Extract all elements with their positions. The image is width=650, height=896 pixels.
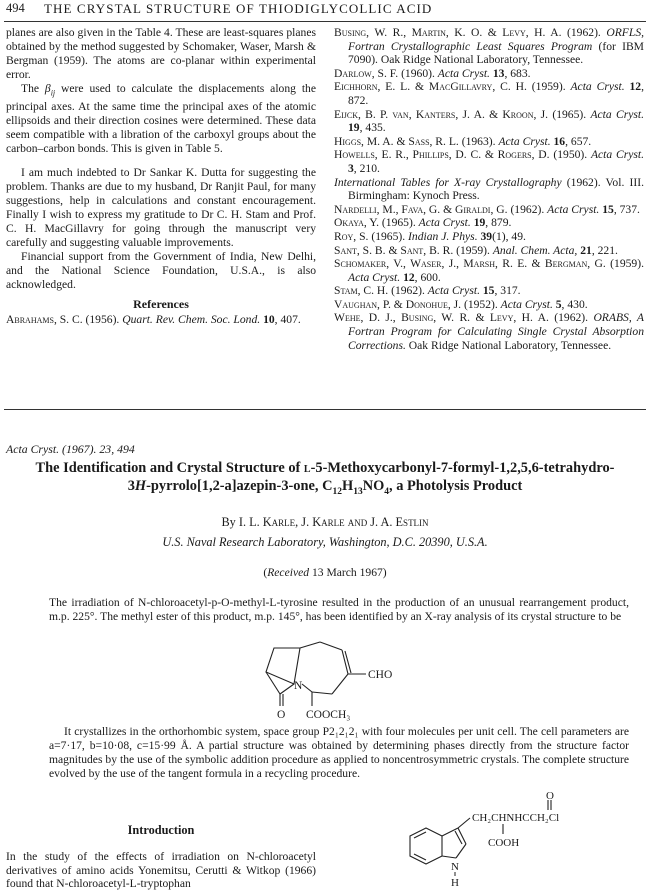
- ref-volume: 15: [599, 202, 614, 216]
- paragraph-financial-support: Financial support from the Government of India, New Delhi, and the National Science Foundation, U.S.A., is also acknowledged.: [6, 249, 316, 291]
- label-cooh: COOH: [488, 837, 520, 849]
- beta-symbol: β: [44, 81, 51, 95]
- title-text: NO: [362, 478, 385, 494]
- article-separator-rule: [4, 409, 646, 410]
- structure-diagram-indole: [390, 788, 630, 896]
- ref-year: (1965).: [368, 229, 409, 243]
- abstract-paragraph-2: [49, 725, 629, 781]
- ref-rest: (1), 49.: [492, 229, 526, 243]
- article-citation: [6, 442, 135, 457]
- ref-year: (1965).: [548, 107, 591, 121]
- right-column-references: [334, 26, 644, 352]
- ref-year: (1959).: [605, 257, 644, 271]
- ref-author: Roy, S.: [334, 229, 369, 243]
- ref-author: Okaya, Y.: [334, 216, 380, 230]
- ref-rest: , 317.: [494, 284, 521, 298]
- label-cooch3: COOCH₃: [306, 709, 351, 721]
- ref-year: (1962).: [388, 284, 428, 298]
- ref-volume: 3: [348, 161, 354, 175]
- ref-journal: Quart. Rev. Chem. Soc. Lond.: [122, 312, 261, 326]
- ref-author: Schomaker, V., Waser, J., Marsh, R. E. & Bergman, G.: [334, 257, 606, 271]
- ref-rest: , 600.: [414, 270, 441, 284]
- introduction-text: In the study of the effects of irradiation on N-chloroacetyl derivatives of amino acids Yonemitsu, Cerutti & Witkop (1966) found that N-chloroacetyl-L-tryptophan: [6, 850, 316, 891]
- title-text: H: [134, 478, 147, 494]
- introduction-heading: Introduction: [127, 823, 195, 837]
- ref-volume: 13: [489, 66, 505, 80]
- left-column: [6, 26, 316, 326]
- ref-journal: Indian J. Phys.: [408, 229, 478, 243]
- ref-journal: Acta Cryst.: [437, 66, 490, 80]
- ref-volume: 19: [348, 121, 360, 135]
- ref-journal: International Tables for X-ray Crystallography: [334, 175, 562, 189]
- header-rule: [4, 21, 646, 22]
- title-text: , a Photolysis Product: [389, 478, 523, 494]
- label-side-chain: CH₂CHNHCCH₂Cl: [472, 812, 560, 824]
- ref-author: Eijck, B. P. van, Kanters, J. A. & Kroon, J.: [334, 107, 549, 121]
- ref-journal: Acta Cryst.: [590, 148, 644, 162]
- label-n: N: [451, 861, 459, 873]
- ref-journal: Acta Cryst.: [590, 107, 644, 121]
- label-o: O: [277, 709, 286, 721]
- formula-subscript: 12: [332, 486, 342, 497]
- title-text: -5-Methoxycarbonyl-7-formyl-1,2,5,6-tetrahydro-: [310, 460, 615, 476]
- references-heading: References: [133, 296, 189, 311]
- reference-item: [334, 230, 644, 244]
- ref-author: Busing, W. R., Martin, K. O. & Levy, H. A.: [334, 26, 562, 39]
- ref-year: (1962).: [507, 202, 548, 216]
- title-text: -pyrrolo[1,2-a]azepin-3-one, C: [146, 478, 333, 494]
- label-cho: CHO: [368, 669, 393, 681]
- ref-rest: Oak Ridge National Laboratory, Tennessee.: [405, 338, 612, 352]
- paragraph-planes: planes are also given in the Table 4. These are least-squares planes obtained by the method suggested by Schomaker, Waser, Marsh & Bergman (1959). The atoms are co-planar within experimental error.: [6, 26, 316, 81]
- paragraph-acknowledgement: I am much indebted to Dr Sankar K. Dutta for suggesting the problem. Thanks are due to my husband, Dr Ranjit Paul, for many suggestions, help in calculations and constant encouragement. Finally I wish to express my gratitude to Dr C. H. Stam and Prof. C. H. MacGillavry for going through the manuscript very carefully and suggesting valuable improvements.: [6, 166, 316, 249]
- ref-author: Abrahams, S. C.: [6, 312, 83, 326]
- ref-year: (1959).: [526, 80, 571, 94]
- ref-year: (1959).: [453, 243, 493, 257]
- ref-journal: Acta Cryst.: [418, 216, 471, 230]
- formula-subscript: 13: [353, 486, 363, 497]
- reference-item: [334, 257, 644, 284]
- authors-line: [0, 515, 650, 530]
- reference-item: [334, 311, 644, 352]
- citation-journal: Acta Cryst.: [6, 442, 60, 456]
- ref-pages: , 407.: [274, 312, 301, 326]
- abstract-text: The irradiation of N-chloroacetyl-p-O-methyl-L-tyrosine resulted in the production of an unusual rearrangement product, m.p. 225°. The methyl ester of this product, m.p. 145°, has been identified by an X-ray analysis of its crystal structure to be: [49, 596, 629, 623]
- reference-item: [334, 80, 644, 107]
- ref-author: Howells, E. R., Phillips, D. C. & Rogers, D.: [334, 148, 550, 162]
- article-title: [6, 459, 644, 501]
- ref-volume: 12: [624, 80, 642, 94]
- received-word: Received: [267, 566, 310, 579]
- ref-year: (1963).: [458, 134, 499, 148]
- title-text: The Identification and Crystal Structure of: [35, 460, 304, 476]
- paren: (: [263, 566, 268, 579]
- ref-journal: ORFLS, Fortran Crystallographic Least Squares Program: [348, 26, 645, 53]
- ref-volume: 16: [550, 134, 566, 148]
- ref-author: Stam, C. H.: [334, 284, 389, 298]
- ref-author: Higgs, M. A. & Sass, R. L.: [334, 134, 459, 148]
- ref-volume: 19: [470, 216, 486, 230]
- ref-journal: Acta Cryst.: [570, 80, 625, 94]
- label-h: H: [451, 877, 459, 889]
- ref-author: Vaughan, P. & Donohue, J.: [334, 297, 462, 311]
- ref-rest: , 879.: [485, 216, 512, 230]
- ref-year: (1960).: [398, 66, 438, 80]
- received-date-value: 13 March 1967): [309, 566, 387, 579]
- reference-item: [334, 67, 644, 81]
- label-o: O: [546, 790, 554, 802]
- reference-item: [334, 244, 644, 258]
- running-header: [6, 0, 642, 20]
- ref-year: (1952).: [461, 297, 501, 311]
- title-text: l: [303, 460, 311, 476]
- abstract-text: It crystallizes in the orthorhombic system, space group P2₁2₁2₁ with four molecules per unit cell. The cell parameters are a=7·17, b=10·08, c=15·99 Å. A partial structure was obtained by determining phases directly from the structure factor magnitudes by the use of the symbolic addition procedure as applied to noncentrosymmetric crystals. The complete structure evolved by the use of the tangent formula in a recycling procedure.: [49, 725, 629, 780]
- ref-rest: (for IBM 7090). Oak Ridge National Laboratory, Tennessee.: [348, 39, 644, 67]
- structure-bonds: [410, 800, 551, 864]
- spacer: [6, 155, 316, 166]
- ref-year: (1962).: [561, 26, 607, 39]
- ref-rest: , 683.: [504, 66, 531, 80]
- reference-item: [334, 108, 644, 135]
- reference-item: [334, 135, 644, 149]
- ref-rest: (1962). Vol. III. Birmingham: Kynoch Press.: [348, 175, 644, 203]
- ref-rest: , 657.: [565, 134, 592, 148]
- page-number: 494: [6, 1, 25, 15]
- authors: I. L. Karle, J. Karle and J. A. Estlin: [238, 515, 429, 529]
- ref-journal: Acta Cryst.: [498, 134, 551, 148]
- title-line-2: [6, 477, 644, 501]
- ref-journal: Acta Cryst.: [348, 270, 401, 284]
- formula-subscript: 4: [384, 486, 390, 497]
- ref-author: Darlow, S. F.: [334, 66, 399, 80]
- paragraph-displacements: [6, 82, 316, 156]
- ref-rest: , 872.: [348, 80, 645, 107]
- ref-journal: Acta Cryst.: [547, 202, 600, 216]
- ref-rest: , 210.: [353, 161, 380, 175]
- ref-rest: , 221.: [591, 243, 618, 257]
- citation-details: (1967). 23, 494: [59, 442, 135, 456]
- ref-journal: Anal. Chem. Acta,: [492, 243, 578, 257]
- reference-item: [334, 148, 644, 175]
- ref-volume: 39: [477, 229, 493, 243]
- authors-by: By: [221, 515, 239, 529]
- ref-year: (1965).: [379, 216, 419, 230]
- text-run: were used to calculate the displacements along the principal axes. At the same time the principal axes of the atomic ellipsoids and their direction cosines were determined. These data seem compatible with a libration of the carboxyl groups about the carbon–carbon bonds. This is given in Table 5.: [6, 81, 316, 155]
- ref-year: (1962).: [548, 311, 594, 325]
- ref-journal: ORABS, A Fortran Program for Calculating Single Crystal Absorption Corrections.: [348, 311, 644, 352]
- affiliation: U.S. Naval Research Laboratory, Washington, D.C. 20390, U.S.A.: [162, 535, 488, 549]
- reference-item: [334, 203, 644, 217]
- reference-item: [334, 298, 644, 312]
- ref-author: Wehe, D. J., Busing, W. R. & Levy, H. A.: [334, 311, 549, 325]
- received-date: [0, 566, 650, 579]
- ref-author: Sant, S. B. & Sant, B. R.: [334, 243, 454, 257]
- reference-item: [334, 216, 644, 230]
- ref-rest: , 430.: [561, 297, 588, 311]
- ref-journal: Acta Cryst.: [500, 297, 553, 311]
- ref-journal: Acta Cryst.: [427, 284, 480, 298]
- ref-volume: 21: [577, 243, 592, 257]
- ref-volume: 10: [260, 312, 275, 326]
- reference-item: [334, 176, 644, 203]
- title-text: 3: [127, 478, 135, 494]
- structure-diagram-azepinone: [250, 640, 420, 726]
- reference-item: [334, 26, 644, 67]
- abstract-paragraph-1: [49, 596, 629, 624]
- beta-subscript: ij: [50, 87, 56, 97]
- ref-rest: , 435.: [359, 121, 386, 135]
- reference-abrahams: [6, 313, 316, 327]
- ref-year: (1956).: [82, 312, 123, 326]
- ref-author: Eichhorn, E. L. & MacGillavry, C. H.: [334, 80, 527, 94]
- text-run: The: [21, 81, 45, 95]
- ref-rest: , 737.: [613, 202, 640, 216]
- ref-volume: 12: [400, 270, 415, 284]
- label-n: N: [294, 680, 303, 692]
- ref-volume: 15: [479, 284, 495, 298]
- reference-item: [334, 284, 644, 298]
- title-line-1: [6, 459, 644, 477]
- ref-volume: 5: [552, 297, 562, 311]
- running-title: THE CRYSTAL STRUCTURE OF THIODIGLYCOLLIC ACID: [44, 1, 433, 16]
- ref-year: (1950).: [549, 148, 591, 162]
- ref-author: Nardelli, M., Fava, G. & Giraldi, G.: [334, 202, 508, 216]
- structure-bonds: [266, 642, 366, 706]
- title-text: H: [341, 478, 354, 494]
